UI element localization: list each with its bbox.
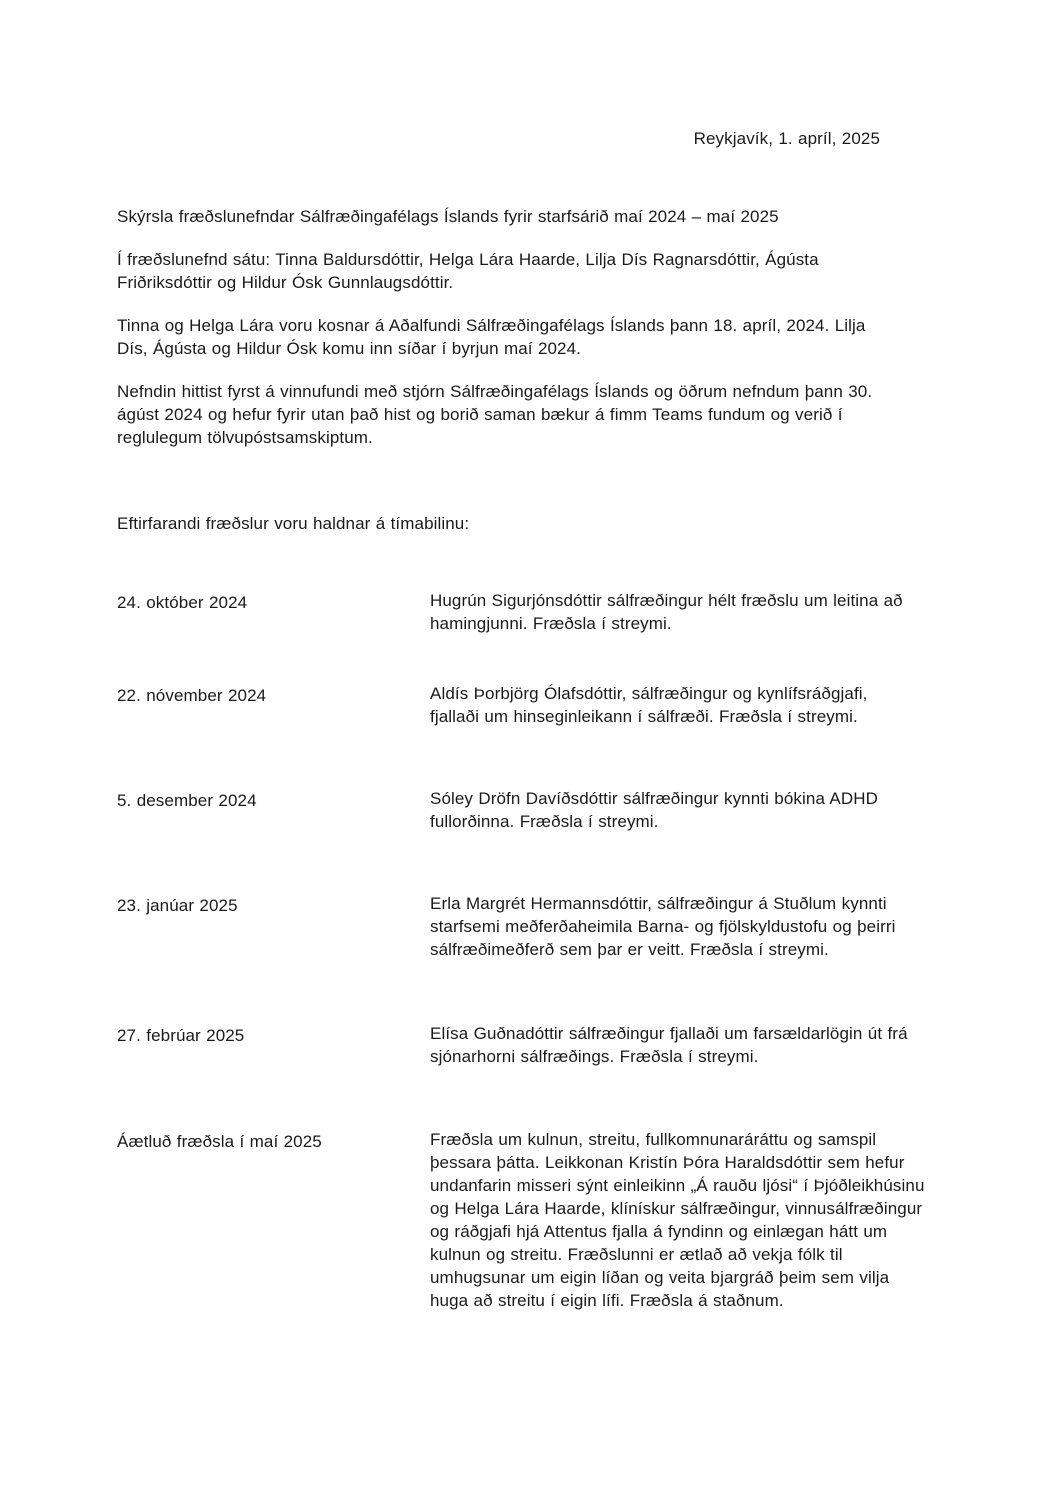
event-description: Sóley Dröfn Davíðsdóttir sálfræðingur kynnti bókina ADHD fullorðinna. Fræðsla í streymi. [430,789,878,831]
event-description: Aldís Þorbjörg Ólafsdóttir, sálfræðingur og kynlífsráðgjafi, fjallaði um hinseginleikann í sálfræði. Fræðsla í streymi. [430,684,868,726]
event-description: Fræðsla um kulnun, streitu, fullkomnunaráráttu og samspil þessara þátta. Leikkonan Kristín Þóra Haraldsdóttir sem hefur undanfarin misseri sýnt einleikinn „Á rauðu ljósi“ í Þjóðleikhúsinu og Helga Lára Haarde, klínískur sálfræðingur, vinnusálfræðingur og ráðgjafi hjá Attentus fjalla á fyndinn og einlægan hátt um kulnun og streitu. Fræðslunni er ætlað að vekja fólk til umhugsunar um eigin líðan og veita bjargráð þeim sem vilja huga að streitu í eigin lífi. Fræðsla á staðnum. [430,1130,925,1310]
report-title: Skýrsla fræðslunefndar Sálfræðingafélags Íslands fyrir starfsárið maí 2024 – maí 2025 [117,207,779,226]
event-date: 24. október 2024 [117,593,248,612]
place-date: Reykjavík, 1. apríl, 2025 [693,129,880,148]
events-intro: Eftirfarandi fræðslur voru haldnar á tímabilinu: [117,514,470,533]
committee-members: Í fræðslunefnd sátu: Tinna Baldursdóttir, Helga Lára Haarde, Lilja Dís Ragnarsdóttir, Ágústa Friðriksdóttir og Hildur Ósk Gunnlaugsdóttir. [117,250,819,292]
event-date: Áætluð fræðsla í maí 2025 [117,1132,322,1151]
event-date: 5. desember 2024 [117,791,257,810]
election-paragraph: Tinna og Helga Lára voru kosnar á Aðalfundi Sálfræðingafélags Íslands þann 18. apríl, 2024. Lilja Dís, Ágústa og Hildur Ósk komu inn síðar í byrjun maí 2024. [117,316,866,358]
event-description: Erla Margrét Hermannsdóttir, sálfræðingur á Stuðlum kynnti starfsemi meðferðaheimila Barna- og fjölskyldustofu og þeirri sálfræðimeðferð sem þar er veitt. Fræðsla í streymi. [430,894,896,959]
meetings-paragraph: Nefndin hittist fyrst á vinnufundi með stjórn Sálfræðingafélags Íslands og öðrum nefndum þann 30. ágúst 2024 og hefur fyrir utan það hist og borið saman bækur á fimm Teams fundum og verið í reglulegum tölvupóstsamskiptum. [117,382,873,447]
event-description: Elísa Guðnadóttir sálfræðingur fjallaði um farsældarlögin út frá sjónarhorni sálfræðings. Fræðsla í streymi. [430,1024,908,1066]
event-description: Hugrún Sigurjónsdóttir sálfræðingur hélt fræðslu um leitina að hamingjunni. Fræðsla í streymi. [430,591,903,633]
event-date: 27. febrúar 2025 [117,1026,245,1045]
event-date: 23. janúar 2025 [117,896,238,915]
event-date: 22. nóvember 2024 [117,686,267,705]
